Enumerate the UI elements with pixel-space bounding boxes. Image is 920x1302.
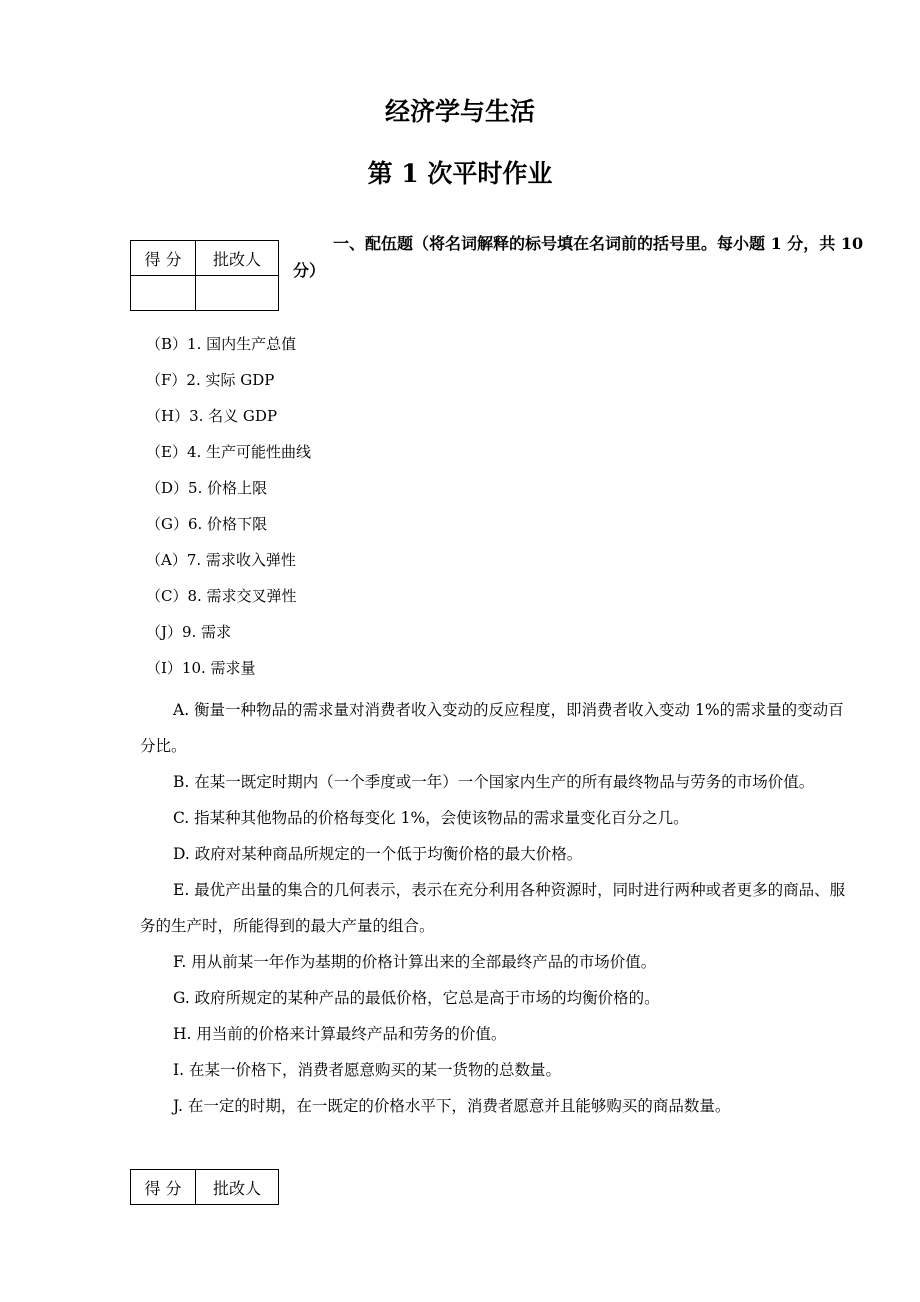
matching-item: （A）7. 需求收入弹性 xyxy=(146,551,296,569)
score-cell xyxy=(131,276,196,311)
definition-item: F. 用从前某一年作为基期的价格计算出来的全部最终产品的市场价值。 xyxy=(173,953,657,971)
definition-item: I. 在某一价格下，消费者愿意购买的某一货物的总数量。 xyxy=(173,1061,561,1079)
matching-item: （C）8. 需求交叉弹性 xyxy=(146,587,297,605)
definition-item: J. 在一定的时期，在一既定的价格水平下，消费者愿意并且能够购买的商品数量。 xyxy=(173,1097,731,1115)
definition-item: D. 政府对某种商品所规定的一个低于均衡价格的最大价格。 xyxy=(173,845,583,863)
score-table xyxy=(130,1169,279,1205)
matching-items-list xyxy=(146,332,311,692)
assignment-subtitle: 第 1 次平时作业 xyxy=(367,159,553,188)
matching-item: （D）5. 价格上限 xyxy=(146,479,268,497)
definition-item: C. 指某种其他物品的价格每变化 1%，会使该物品的需求量变化百分之几。 xyxy=(173,809,689,827)
score-table xyxy=(130,240,279,311)
grader-cell xyxy=(196,276,279,311)
matching-item: （J）9. 需求 xyxy=(146,623,232,641)
score-label: 得 分 xyxy=(131,1170,196,1205)
definition-item: E. 最优产出量的集合的几何表示，表示在充分利用各种资源时，同时进行两种或者更多的商品、服务的生产时，所能得到的最大产量的组合。 xyxy=(140,881,846,935)
matching-item: （E）4. 生产可能性曲线 xyxy=(146,443,312,461)
definitions-list xyxy=(140,692,855,1124)
definition-item: B. 在某一既定时期内（一个季度或一年）一个国家内生产的所有最终物品与劳务的市场价值。 xyxy=(173,773,815,791)
grader-label: 批改人 xyxy=(196,1170,279,1205)
definition-item: G. 政府所规定的某种产品的最低价格，它总是高于市场的均衡价格的。 xyxy=(173,989,660,1007)
document-title: 经济学与生活 xyxy=(384,97,535,126)
grader-label: 批改人 xyxy=(196,241,279,276)
matching-item: （H）3. 名义 GDP xyxy=(146,407,278,425)
matching-item: （G）6. 价格下限 xyxy=(146,515,268,533)
definition-item: H. 用当前的价格来计算最终产品和劳务的价值。 xyxy=(173,1025,507,1043)
matching-item: （I）10. 需求量 xyxy=(146,659,256,677)
score-label: 得 分 xyxy=(131,241,196,276)
definition-item: A. 衡量一种物品的需求量对消费者收入变动的反应程度，即消费者收入变动 1%的需求量的变动百分比。 xyxy=(140,701,844,755)
matching-item: （F）2. 实际 GDP xyxy=(146,371,275,389)
section-heading: 一、配伍题（将名词解释的标号填在名词前的括号里。每小题 1 分，共 10 分） xyxy=(293,234,864,280)
matching-item: （B）1. 国内生产总值 xyxy=(146,335,297,353)
